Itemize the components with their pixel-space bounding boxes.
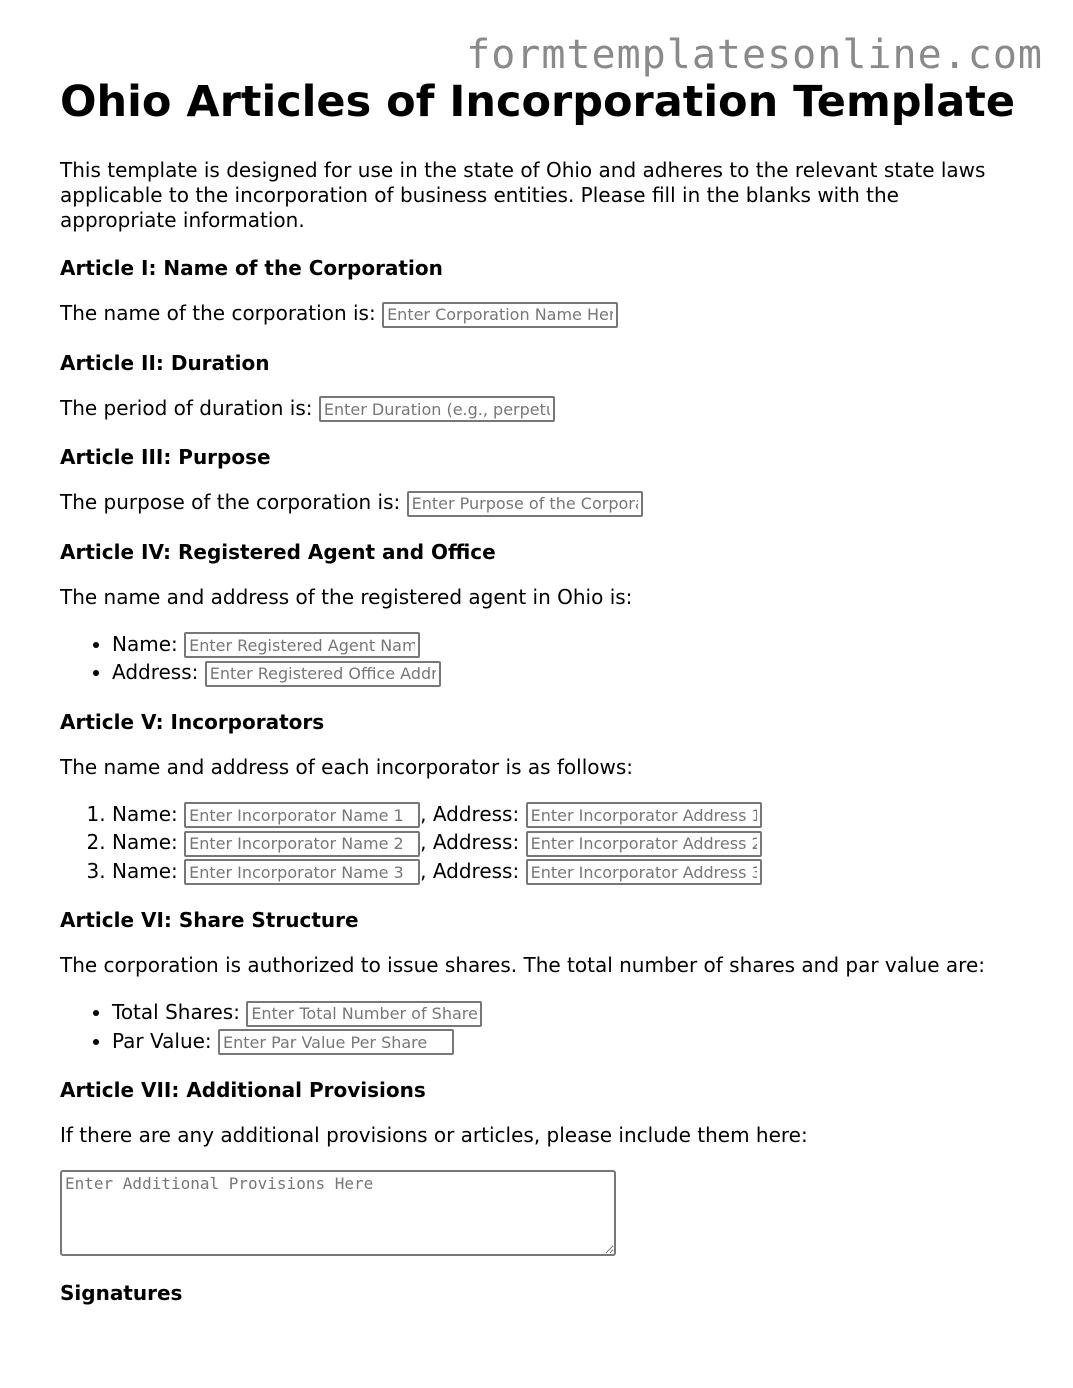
article-2-label: The period of duration is: (60, 395, 313, 420)
agent-address-input[interactable] (205, 661, 441, 687)
incorporator-name-label: Name: (112, 830, 178, 854)
incorporator-2-address-input[interactable] (526, 831, 762, 857)
list-item (112, 630, 1020, 659)
document-body (60, 76, 1020, 1306)
article-4-label: The name and address of the registered agent in Ohio is: (60, 584, 633, 609)
share-structure-list (60, 998, 1020, 1055)
incorporator-1-name-input[interactable] (184, 802, 420, 828)
total-shares-input[interactable] (246, 1001, 482, 1027)
article-6-heading: Article VI: Share Structure (60, 908, 359, 932)
incorporator-address-label: , Address: (420, 801, 520, 826)
article-3-label: The purpose of the corporation is: (60, 490, 401, 514)
additional-provisions-textarea[interactable] (60, 1170, 616, 1256)
article-1-line (60, 301, 1020, 328)
corporation-name-input[interactable] (382, 302, 618, 328)
article-7-heading: Article VII: Additional Provisions (60, 1078, 426, 1102)
page-title: Ohio Articles of Incorporation Template (60, 77, 1016, 127)
list-item (112, 800, 1020, 829)
agent-name-label: Name: (112, 631, 178, 656)
incorporator-address-label: , Address: (420, 830, 520, 854)
intro-paragraph: This template is designed for use in the state of Ohio and adheres to the relevant state laws applicable to the incorporation of business entities. Please fill in the blanks with the appropriate information. (60, 158, 986, 232)
list-item (112, 828, 1020, 857)
incorporator-2-name-input[interactable] (184, 831, 420, 857)
registered-agent-list (60, 630, 1020, 687)
par-value-label: Par Value: (112, 1028, 212, 1053)
total-shares-label: Total Shares: (112, 1000, 240, 1024)
article-3-heading: Article III: Purpose (60, 445, 271, 469)
watermark: formtemplatesonline.com (466, 32, 1043, 78)
incorporator-name-label: Name: (112, 858, 178, 883)
list-item (112, 998, 1020, 1027)
incorporator-list (60, 800, 1020, 886)
article-2-heading: Article II: Duration (60, 350, 270, 375)
article-5-heading: Article V: Incorporators (60, 709, 325, 734)
agent-name-input[interactable] (184, 632, 420, 658)
article-5-label: The name and address of each incorporator is as follows: (60, 754, 634, 779)
article-1-label: The name of the corporation is: (60, 301, 376, 325)
agent-address-label: Address: (112, 660, 199, 684)
incorporator-address-label: , Address: (420, 858, 520, 883)
article-3-line (60, 490, 1020, 517)
signatures-heading: Signatures (60, 1281, 183, 1305)
article-6-label: The corporation is authorized to issue shares. The total number of shares and par value are: (60, 953, 985, 977)
purpose-input[interactable] (407, 491, 643, 517)
article-2-line (60, 396, 1020, 423)
list-item (112, 658, 1020, 687)
par-value-input[interactable] (218, 1029, 454, 1055)
incorporator-3-address-input[interactable] (526, 859, 762, 885)
list-item (112, 1027, 1020, 1056)
incorporator-1-address-input[interactable] (526, 802, 762, 828)
article-7-label: If there are any additional provisions or articles, please include them here: (60, 1123, 808, 1147)
list-item (112, 857, 1020, 886)
duration-input[interactable] (319, 396, 555, 422)
incorporator-3-name-input[interactable] (184, 859, 420, 885)
article-4-heading: Article IV: Registered Agent and Office (60, 539, 496, 564)
article-1-heading: Article I: Name of the Corporation (60, 256, 443, 280)
incorporator-name-label: Name: (112, 801, 178, 826)
